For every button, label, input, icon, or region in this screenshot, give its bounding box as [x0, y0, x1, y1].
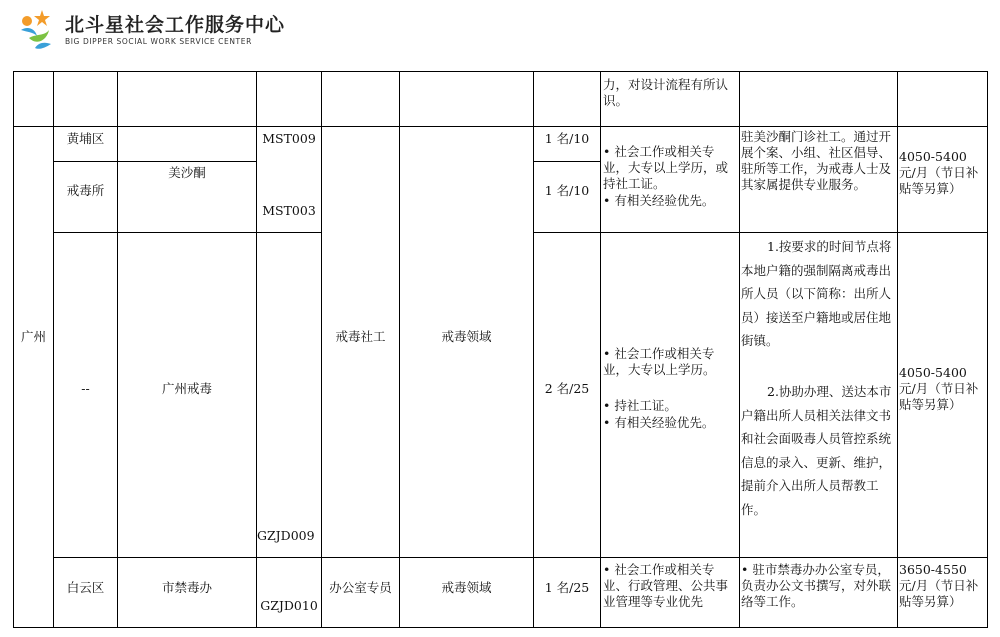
grid-line — [321, 71, 322, 628]
requirements-text: • 有相关经验优先。 — [603, 193, 715, 208]
headcount-cell: 1 名/10 — [544, 131, 590, 146]
unit-cell: 市禁毒办 — [161, 580, 212, 595]
grid-line — [600, 71, 601, 628]
grid-line — [897, 71, 898, 628]
requirements-text: • 有相关经验优先。 — [603, 415, 715, 430]
grid-line — [13, 71, 14, 628]
org-header — [15, 8, 415, 52]
salary-text: 3650-4550 元/月（节日补贴等另算） — [899, 562, 979, 609]
headcount-cell: 1 名/10 — [544, 183, 590, 198]
duties-text: 1.按要求的时间节点将本地户籍的强制隔离戒毒出所人员（以下简称：出所人员）接送至户籍地或居住地街镇。 — [741, 239, 892, 348]
grid-line — [53, 161, 256, 162]
field-cell: 戒毒领域 — [441, 580, 492, 595]
duties-text: 驻美沙酮门诊社工。通过开展个案、小组、社区倡导、驻所等工作，为戒毒人士及其家属提供专业服务。 — [741, 129, 892, 192]
grid-line — [533, 71, 534, 628]
grid-line — [117, 71, 118, 628]
headcount-cell: 1 名/25 — [544, 580, 590, 595]
grid-line — [399, 71, 400, 628]
region-cell: 广州 — [20, 329, 46, 344]
grid-line — [13, 126, 988, 127]
position-code-cell: MST003 — [262, 203, 316, 218]
grid-line — [987, 71, 988, 628]
position-code-cell: GZJD009 — [257, 528, 315, 543]
position-cell: 办公室专员 — [329, 580, 392, 595]
unit-cell: 美沙酮 — [168, 165, 206, 180]
position-code-cell: GZJD010 — [260, 598, 318, 613]
big-dipper-logo-icon — [15, 8, 59, 52]
prev-duties-text: 力，对设计流程有所认识。 — [603, 77, 729, 108]
requirements-text: • 社会工作或相关专业、行政管理、公共事业管理等专业优先 — [603, 562, 729, 609]
duties-text: • 驻市禁毒办办公室专员，负责办公文书撰写，对外联络等工作。 — [741, 562, 892, 609]
headcount-cell: 2 名/25 — [544, 381, 590, 396]
salary-text: 4050-5400 元/月（节日补贴等另算） — [899, 149, 979, 196]
grid-line — [53, 232, 321, 233]
grid-line — [533, 161, 600, 162]
grid-line — [739, 71, 740, 628]
duties-text: 2.协助办理、送达本市户籍出所人员相关法律文书和社会面吸毒人员管控系统信息的录入、更新、维护，提前介入出所人员帮教工作。 — [741, 384, 892, 517]
unit-cell: 广州戒毒 — [161, 381, 212, 396]
district-cell: 白云区 — [66, 580, 105, 595]
requirements-text: • 社会工作或相关专业，大专以上学历，或持社工证。 — [603, 144, 729, 191]
org-name-cn: 北斗星社会工作服务中心 — [65, 14, 286, 36]
field-cell: 戒毒领域 — [441, 329, 492, 344]
salary-text: 4050-5400 元/月（节日补贴等另算） — [899, 365, 979, 412]
grid-line — [533, 232, 988, 233]
grid-line — [13, 71, 988, 72]
district-cell: 黄埔区 — [66, 131, 105, 146]
district-cell: -- — [81, 381, 90, 396]
grid-line — [13, 627, 988, 628]
org-name-en: BIG DIPPER SOCIAL WORK SERVICE CENTER — [65, 37, 252, 46]
district-cell: 戒毒所 — [66, 183, 105, 198]
requirements-text: • 社会工作或相关专业，大专以上学历。 — [603, 346, 716, 377]
grid-line — [53, 71, 54, 628]
requirements-text: • 持社工证。 — [603, 398, 677, 413]
grid-line — [256, 71, 257, 628]
grid-line — [53, 557, 988, 558]
position-cell: 戒毒社工 — [335, 329, 386, 344]
position-code-cell: MST009 — [262, 131, 316, 146]
